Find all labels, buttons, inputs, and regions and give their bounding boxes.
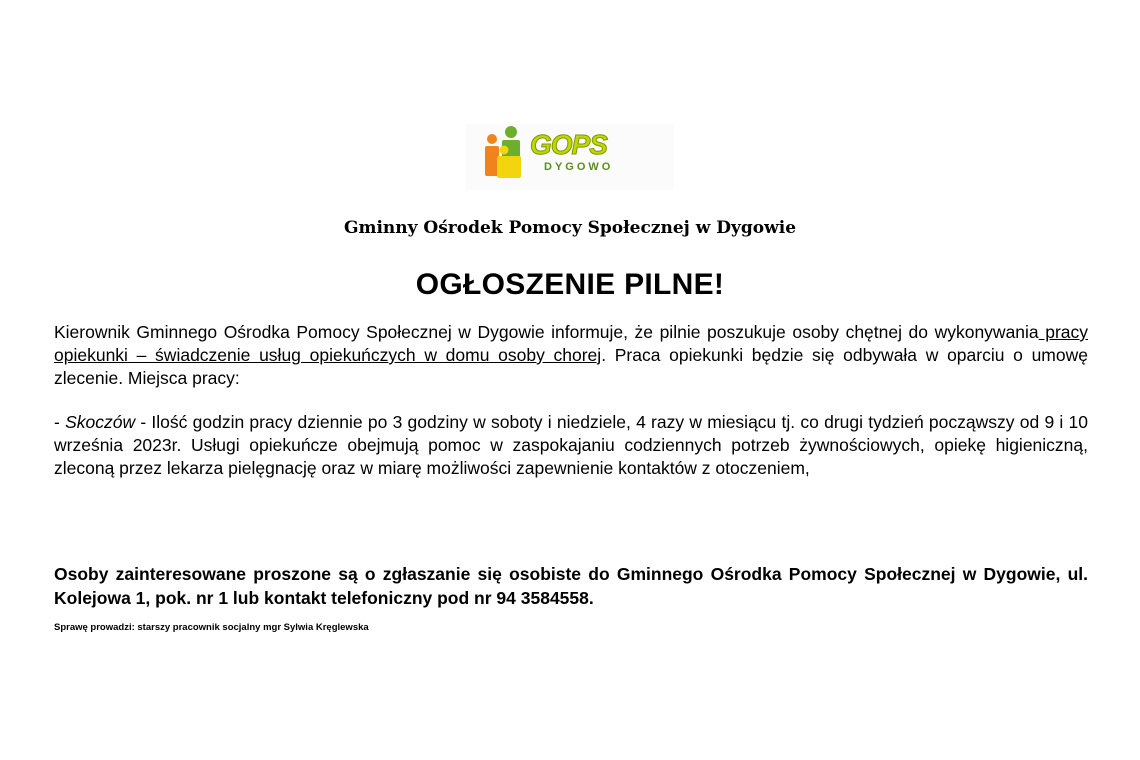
job-description-underlined: pracy opiekunki – świadczenie usług opiekuńczych w domu osoby chorej	[54, 322, 1088, 365]
logo-wordmark: GOPS	[530, 129, 607, 160]
paragraph-text: Kierownik Gminnego Ośrodka Pomocy Społecznej w Dygowie informuje, że pilnie poszukuje osoby chętnej do wykonywania	[54, 322, 1039, 342]
people-logo-icon	[482, 124, 534, 184]
work-details: - Ilość godzin pracy dziennie po 3 godziny w soboty i niedziele, 4 razy w miesiącu tj. co drugi tydzień począwszy od 9 i 10 września 2023r. Usługi opiekuńcze obejmują pomoc w zaspokajaniu codziennych potrzeb żywnościowych, opiekę higieniczną, zleconą przez lekarza pielęgnację oraz w miarę możliwości zapewnienie kontaktów z otoczeniem,	[54, 412, 1088, 478]
announcement-paragraph	[54, 321, 1088, 390]
organization-name: Gminny Ośrodek Pomocy Społecznej w Dygowie	[343, 218, 797, 238]
announcement-headline: OGŁOSZENIE PILNE!	[415, 268, 725, 301]
work-location-name: Skoczów	[65, 412, 136, 432]
gops-logo	[466, 124, 674, 190]
paragraph-text-end: . Praca opiekunki będzie się odbywała w oparciu o umowę zlecenie. Miejsca pracy:	[54, 345, 1088, 388]
contact-information: Osoby zainteresowane proszone są o zgłaszanie się osobiste do Gminnego Ośrodka Pomocy Społecznej w Dygowie, ul. Kolejowa 1, pok. nr 1 lub kontakt telefoniczny pod nr 94 3584558.	[54, 564, 1088, 608]
logo-subtitle: DYGOWO	[544, 161, 614, 173]
list-dash: -	[54, 412, 66, 432]
case-handler-note: Sprawę prowadzi: starszy pracownik socjalny mgr Sylwia Kręglewska	[54, 622, 369, 633]
work-location-paragraph	[54, 411, 1088, 480]
